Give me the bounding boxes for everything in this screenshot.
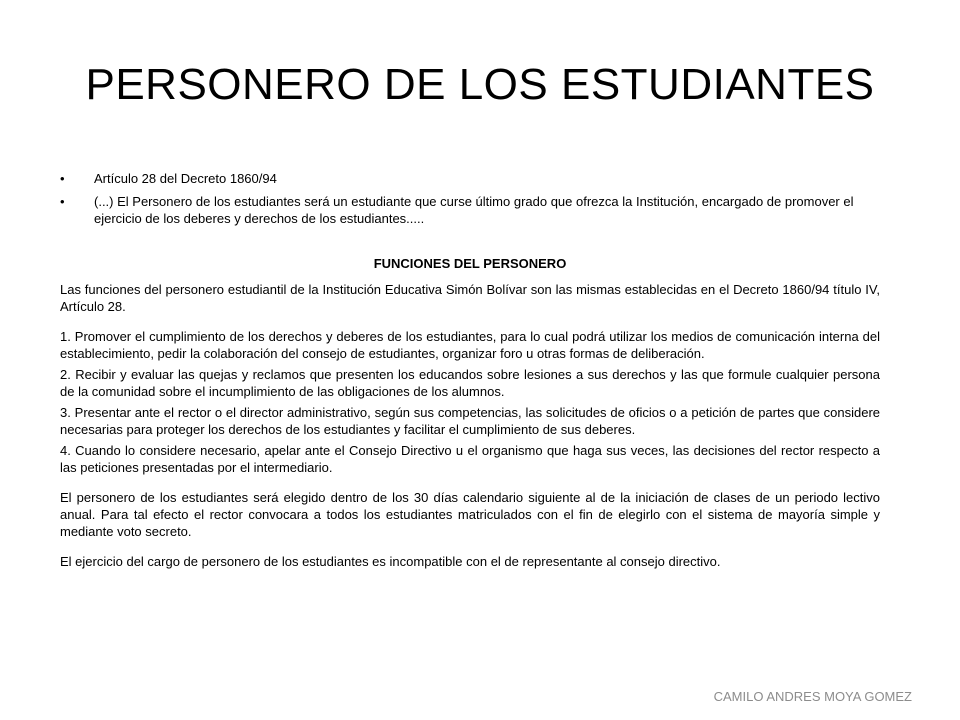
intro-paragraph: Las funciones del personero estudiantil de la Institución Educativa Simón Bolívar son las mismas establecidas en el Decreto 1860/94 título IV, Artículo 28.	[60, 282, 880, 314]
bullet-dot-icon: •	[60, 194, 65, 209]
function-item-2: 2. Recibir y evaluar las quejas y reclamos que presenten los educandos sobre lesiones a sus derechos y las que formule cualquier persona de la comunidad sobre el incumplimiento de las obligaciones de los alumnos.	[60, 367, 880, 399]
slide-title: PERSONERO DE LOS ESTUDIANTES	[85, 60, 875, 109]
bullet-text-decree: Artículo 28 del Decreto 1860/94	[94, 171, 277, 186]
body-text	[60, 255, 880, 570]
bullet-dot-icon: •	[60, 171, 65, 186]
function-item-1: 1. Promover el cumplimiento de los derechos y deberes de los estudiantes, para lo cual podrá utilizar los medios de comunicación interna del establecimiento, pedir la colaboración del consejo de estudiantes, organizar foro u otras formas de deliberación.	[60, 329, 880, 361]
bullet-text-definition: (...) El Personero de los estudiantes será un estudiante que curse último grado que ofrezca la Institución, encargado de promover el ejercicio de los deberes y derechos de los estudiantes.....	[94, 194, 854, 226]
author-footer: CAMILO ANDRES MOYA GOMEZ	[713, 689, 912, 704]
election-paragraph: El personero de los estudiantes será elegido dentro de los 30 días calendario siguiente al de la iniciación de clases de un periodo lectivo anual. Para tal efecto el rector convocara a todos los estudiantes matriculados con el fin de elegirlo con el sistema de mayoría simple y mediante voto secreto.	[60, 490, 880, 539]
bullet-list	[60, 170, 880, 233]
incompatibility-paragraph: El ejercicio del cargo de personero de los estudiantes es incompatible con el de representante al consejo directivo.	[60, 554, 721, 569]
function-item-4: 4. Cuando lo considere necesario, apelar ante el Consejo Directivo u el organismo que haga sus veces, las decisiones del rector respecto a las peticiones presentadas por el intermediario.	[60, 443, 880, 475]
function-item-3: 3. Presentar ante el rector o el director administrativo, según sus competencias, las solicitudes de oficios o a petición de partes que considere necesarias para proteger los derechos de los estudiantes y facilitar el cumplimiento de sus deberes.	[60, 405, 880, 437]
bullet-item	[60, 170, 880, 187]
bullet-item	[60, 193, 880, 227]
section-heading: FUNCIONES DEL PERSONERO	[373, 256, 567, 271]
